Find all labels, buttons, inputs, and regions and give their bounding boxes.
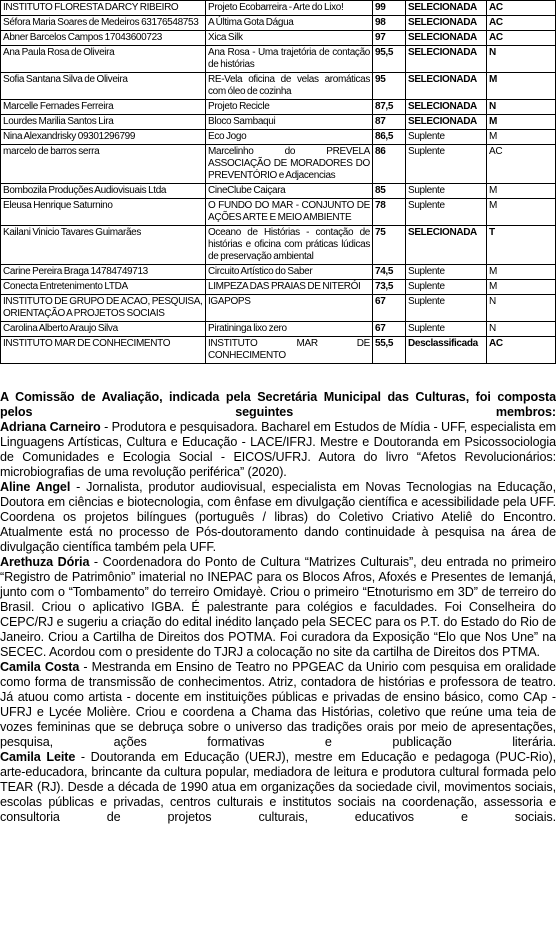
category-cell: N	[487, 46, 556, 73]
score-cell: 73,5	[373, 280, 406, 295]
status-cell: Suplente	[406, 199, 487, 226]
member-name: Camila Costa	[0, 660, 80, 674]
member-name: Aline Angel	[0, 480, 71, 494]
project-title-cell: Projeto Ecobarreira - Arte do Lixo!	[206, 1, 373, 16]
table-row	[1, 226, 556, 265]
applicant-name-cell: Carine Pereira Braga 14784749713	[1, 265, 206, 280]
score-cell: 85	[373, 184, 406, 199]
table-row	[1, 46, 556, 73]
category-cell: AC	[487, 31, 556, 46]
table-row	[1, 115, 556, 130]
applicant-name-cell: Nina Alexandrisky 09301296799	[1, 130, 206, 145]
category-cell: M	[487, 280, 556, 295]
score-cell: 97	[373, 31, 406, 46]
status-cell: SELECIONADA	[406, 73, 487, 100]
score-cell: 75	[373, 226, 406, 265]
project-title-cell: LIMPEZA DAS PRAIAS DE NITERÓI	[206, 280, 373, 295]
applicant-name-cell: INSTITUTO FLORESTA DARCY RIBEIRO	[1, 1, 206, 16]
category-cell: AC	[487, 145, 556, 184]
project-title-cell: Oceano de Histórias - contação de histórias e oficina com práticas lúdicas de preservação ambiental	[206, 226, 373, 265]
member-name: Arethuza Dória	[0, 555, 90, 569]
score-cell: 86	[373, 145, 406, 184]
category-cell: N	[487, 295, 556, 322]
table-row	[1, 199, 556, 226]
project-title-cell: Marcelinho do PREVELA ASSOCIAÇÃO DE MORADORES DO PREVENTÓRIO e Adjacencias	[206, 145, 373, 184]
status-cell: Desclassificada	[406, 337, 487, 364]
applicant-name-cell: Lourdes Marilia Santos Lira	[1, 115, 206, 130]
project-title-cell: Xica Silk	[206, 31, 373, 46]
score-cell: 55,5	[373, 337, 406, 364]
member-bio: - Mestranda em Ensino de Teatro no PPGEAC da Unirio com pesquisa em oralidade como forma de transmissão de conhecimentos. Atriz, contadora de histórias e professora de teatro. Já atuou como artista - docente em instituições públicas e privadas de ensino básico, como CAp - UFRJ e Lycée Molière. Criou e coordena a Chama das Histórias, coletivo que reúne uma teia de vozes femininas que se debruça sobre o universo das tradições orais por meio de apresentações, pesquisa, ações formativas e publicação literária.	[0, 660, 556, 749]
results-table	[0, 0, 556, 364]
score-cell: 67	[373, 322, 406, 337]
category-cell: AC	[487, 1, 556, 16]
status-cell: Suplente	[406, 322, 487, 337]
status-cell: Suplente	[406, 265, 487, 280]
status-cell: Suplente	[406, 130, 487, 145]
applicant-name-cell: INSTITUTO DE GRUPO DE ACAO, PESQUISA, ORIENTAÇÃO A PROJETOS SOCIAIS	[1, 295, 206, 322]
applicant-name-cell: Abner Barcelos Campos 17043600723	[1, 31, 206, 46]
applicant-name-cell: INSTITUTO MAR DE CONHECIMENTO	[1, 337, 206, 364]
project-title-cell: INSTITUTO MAR DE CONHECIMENTO	[206, 337, 373, 364]
category-cell: M	[487, 184, 556, 199]
category-cell: M	[487, 199, 556, 226]
score-cell: 98	[373, 16, 406, 31]
table-row	[1, 265, 556, 280]
status-cell: SELECIONADA	[406, 16, 487, 31]
member-name: Adriana Carneiro	[0, 420, 101, 434]
status-cell: Suplente	[406, 184, 487, 199]
score-cell: 86,5	[373, 130, 406, 145]
table-row	[1, 145, 556, 184]
committee-intro: A Comissão de Avaliação, indicada pela Secretária Municipal das Culturas, foi composta pelos seguintes membros:	[0, 390, 556, 419]
category-cell: M	[487, 265, 556, 280]
applicant-name-cell: Sofia Santana Silva de Oliveira	[1, 73, 206, 100]
status-cell: Suplente	[406, 145, 487, 184]
applicant-name-cell: Séfora Maria Soares de Medeiros 63176548753	[1, 16, 206, 31]
applicant-name-cell: Carolina Alberto Araujo Silva	[1, 322, 206, 337]
project-title-cell: Bloco Sambaqui	[206, 115, 373, 130]
table-row	[1, 322, 556, 337]
project-title-cell: Ana Rosa - Uma trajetória de contação de histórias	[206, 46, 373, 73]
category-cell: T	[487, 226, 556, 265]
applicant-name-cell: Ana Paula Rosa de Oliveira	[1, 46, 206, 73]
project-title-cell: Piratininga lixo zero	[206, 322, 373, 337]
member-paragraph	[0, 750, 556, 825]
member-name: Camila Leite	[0, 750, 76, 764]
table-row	[1, 295, 556, 322]
table-row	[1, 337, 556, 364]
score-cell: 74,5	[373, 265, 406, 280]
project-title-cell: A Última Gota Dágua	[206, 16, 373, 31]
table-row	[1, 1, 556, 16]
score-cell: 99	[373, 1, 406, 16]
score-cell: 78	[373, 199, 406, 226]
table-row	[1, 184, 556, 199]
applicant-name-cell: marcelo de barros serra	[1, 145, 206, 184]
project-title-cell: Projeto Recicle	[206, 100, 373, 115]
status-cell: Suplente	[406, 295, 487, 322]
category-cell: N	[487, 100, 556, 115]
member-bio: - Doutoranda em Educação (UERJ), mestre em Educação e pedagoga (PUC-Rio), arte-educadora, brincante da cultura popular, mediadora de leitura e produtora cultural formada pelo TEAR (RJ). Desde a década de 1990 atua em organizações da sociedade civil, movimentos sociais, escolas públicas e privadas, centros culturais e institutos sociais na coordenação, assessoria e consultoria de projetos culturais, educativos e sociais.	[0, 750, 556, 824]
status-cell: SELECIONADA	[406, 31, 487, 46]
table-row	[1, 73, 556, 100]
status-cell: SELECIONADA	[406, 115, 487, 130]
category-cell: N	[487, 322, 556, 337]
status-cell: Suplente	[406, 280, 487, 295]
table-row	[1, 280, 556, 295]
member-bio: - Produtora e pesquisadora. Bacharel em Estudos de Mídia - UFF, especialista em Linguagens Artísticas, Cultura e Educação - LACE/IFRJ. Mestre e Doutoranda em Psicossociologia de Comunidades e Ecologia Social - EICOS/UFRJ. Autora do livro “Afetos Revolucionários: microbiografias de uma revolução periférica” (2020).	[0, 420, 556, 479]
status-cell: SELECIONADA	[406, 1, 487, 16]
table-row	[1, 31, 556, 46]
category-cell: AC	[487, 16, 556, 31]
project-title-cell: RE-Vela oficina de velas aromáticas com óleo de cozinha	[206, 73, 373, 100]
score-cell: 95,5	[373, 46, 406, 73]
results-table-body	[1, 1, 556, 364]
category-cell: M	[487, 130, 556, 145]
status-cell: SELECIONADA	[406, 100, 487, 115]
table-row	[1, 130, 556, 145]
applicant-name-cell: Kailani Vinicio Tavares Guimarães	[1, 226, 206, 265]
score-cell: 95	[373, 73, 406, 100]
member-bio: - Jornalista, produtor audiovisual, especialista em Novas Tecnologias na Educação, Doutora em ciências e biotecnologia, com ênfase em divulgação científica e acessibilidade pela UFF. Coordena os projetos bilíngues (português / libras) do Coletivo Criativo Ateliê do Encontro. Atualmente está no processo de Pós-doutoramento dando continuidade à pesquisa na área de divulgação científica também pela UFF.	[0, 480, 556, 554]
project-title-cell: Circuito Artístico do Saber	[206, 265, 373, 280]
score-cell: 87	[373, 115, 406, 130]
category-cell: AC	[487, 337, 556, 364]
member-paragraph	[0, 660, 556, 750]
score-cell: 67	[373, 295, 406, 322]
member-bio: - Coordenadora do Ponto de Cultura “Matrizes Culturais”, deu entrada no primeiro “Registro de Patrimônio” imaterial no INEPAC para os Blocos Afros, Afoxés e Presentes de Iemanjá, junto com o “Tombamento” do terreiro Omidayè. Criou o primeiro “Etnoturismo em 3D” de terreiro do Brasil. Criou o aplicativo IGBA. É palestrante para colégios e faculdades. Foi Conselheira do CEPC/RJ e sugeriu a criação do edital inédito lançado pela SECEC para os P.T. do Estado do Rio de Janeiro. Criou a Cartilha de Direitos dos POTMA. Foi curadora da Exposição “Elo que Nos Une” na SECEC. Acordou com o presidente do TJRJ a colocação no site da cartilha de Direitos dos PTMA.	[0, 555, 556, 659]
member-paragraph	[0, 480, 556, 555]
table-row	[1, 100, 556, 115]
member-paragraph	[0, 420, 556, 480]
project-title-cell: IGAPOPS	[206, 295, 373, 322]
table-row	[1, 16, 556, 31]
applicant-name-cell: Conecta Entretenimento LTDA	[1, 280, 206, 295]
member-paragraph	[0, 555, 556, 660]
score-cell: 87,5	[373, 100, 406, 115]
project-title-cell: CineClube Caiçara	[206, 184, 373, 199]
status-cell: SELECIONADA	[406, 46, 487, 73]
committee-section	[0, 390, 556, 825]
category-cell: M	[487, 73, 556, 100]
project-title-cell: Eco Jogo	[206, 130, 373, 145]
applicant-name-cell: Bombozila Produções Audiovisuais Ltda	[1, 184, 206, 199]
category-cell: M	[487, 115, 556, 130]
status-cell: SELECIONADA	[406, 226, 487, 265]
project-title-cell: O FUNDO DO MAR - CONJUNTO DE AÇÕES ARTE E MEIO AMBIENTE	[206, 199, 373, 226]
applicant-name-cell: Eleusa Henrique Saturnino	[1, 199, 206, 226]
applicant-name-cell: Marcelle Fernades Ferreira	[1, 100, 206, 115]
